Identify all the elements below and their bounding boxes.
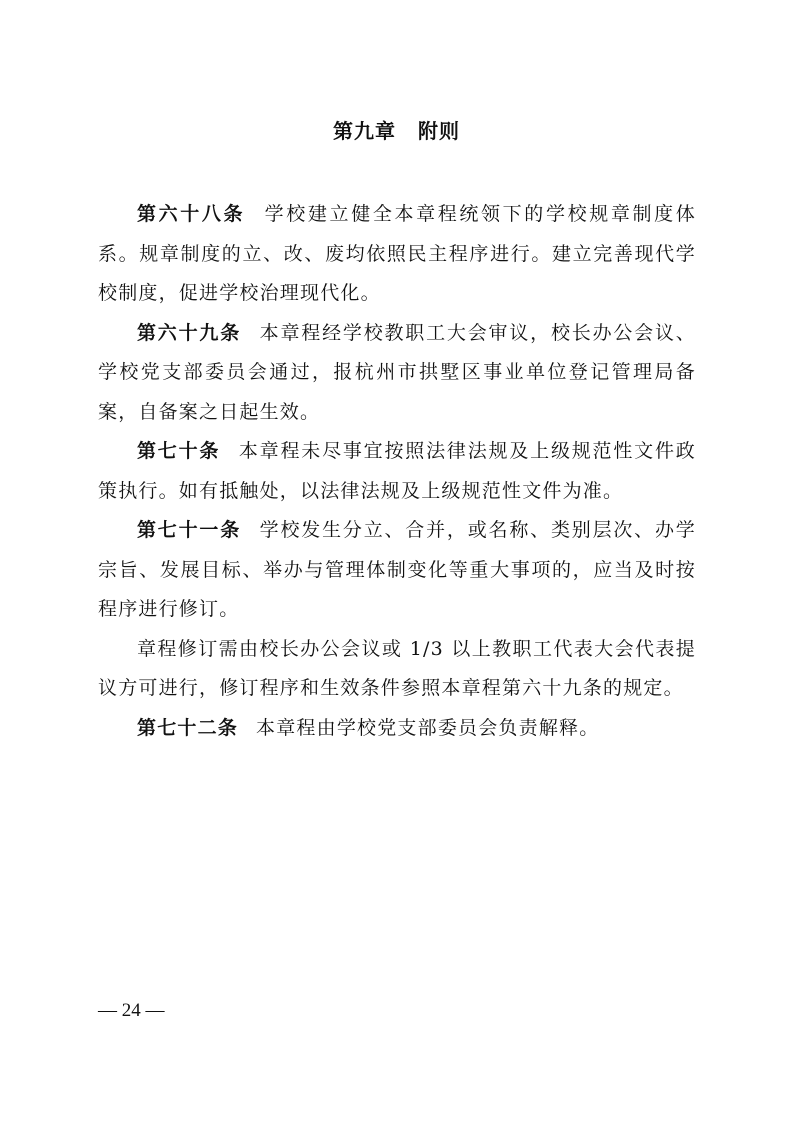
article-text: 学校发生分立、合并，或名称、类别层次、办学宗旨、发展目标、举办与管理体制变化等重大事项的，应当及时按程序进行修订。: [98, 519, 696, 620]
article-text: 本章程经学校教职工大会审议，校长办公会议、学校党支部委员会通过，报杭州市拱墅区事业单位登记管理局备案，自备案之日起生效。: [98, 321, 696, 423]
page-number: — 24 —: [98, 1000, 165, 1021]
article-number: 第六十九条: [137, 321, 242, 344]
chapter-number: 第九章: [333, 119, 396, 143]
chapter-title: [0, 116, 793, 146]
article-number: 第六十八条: [137, 203, 246, 225]
article-72: [98, 709, 696, 749]
article-text: 本章程由学校党支部委员会负责解释。: [256, 716, 600, 739]
article-68: [98, 195, 696, 314]
article-number: 第七十条: [137, 440, 221, 462]
article-71-amendment: [98, 630, 696, 709]
document-body: [98, 195, 696, 748]
article-number: 第七十一条: [137, 519, 242, 541]
article-number: 第七十二条: [137, 716, 239, 739]
article-69: [98, 314, 696, 433]
article-text: 学校建立健全本章程统领下的学校规章制度体系。规章制度的立、改、废均依照民主程序进行。建立完善现代学校制度，促进学校治理现代化。: [98, 203, 696, 304]
chapter-name: 附则: [418, 119, 460, 143]
paragraph-text: 章程修订需由校长办公会议或 1/3 以上教职工代表大会代表提议方可进行，修订程序和生效条件参照本章程第六十九条的规定。: [98, 637, 696, 699]
article-71: [98, 511, 696, 630]
article-70: [98, 432, 696, 511]
article-text: 本章程未尽事宜按照法律法规及上级规范性文件政策执行。如有抵触处，以法律法规及上级规范性文件为准。: [98, 440, 696, 502]
